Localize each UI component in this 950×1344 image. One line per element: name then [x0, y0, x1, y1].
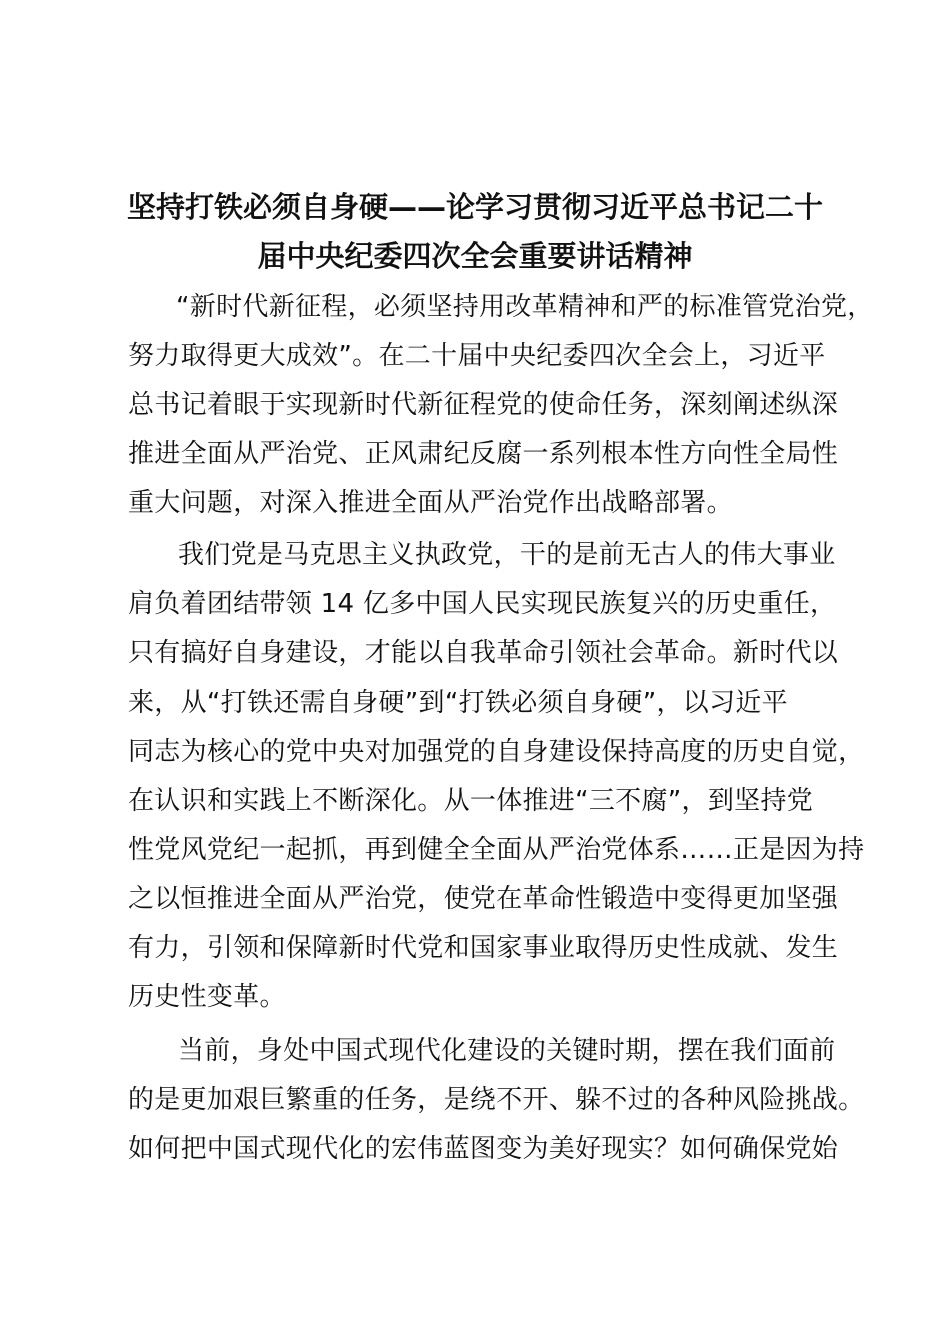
paragraph-1-line-1: “新时代新征程，必须坚持用改革精神和严的标准管党治党， — [176, 292, 874, 322]
paragraph-1-line-4: 推进全面从严治党、正风肃纪反腐一系列根本性方向性全局性 — [128, 439, 839, 469]
paragraph-3-line-1: 当前，身处中国式现代化建设的关键时期，摆在我们面前 — [178, 1036, 836, 1066]
paragraph-1-line-5: 重大问题，对深入推进全面从严治党作出战略部署。 — [128, 488, 733, 518]
paragraph-2-line-3: 只有搞好自身建设，才能以自我革命引领社会革命。新时代以 — [128, 638, 839, 668]
paragraph-2-line-6: 在认识和实践上不断深化。从一体推进“三不腐”，到坚持党 — [128, 786, 814, 816]
paragraph-2-line-2: 肩负着团结带领 14 亿多中国人民实现民族复兴的历史重任， — [128, 589, 837, 619]
paragraph-2-line-1: 我们党是马克思主义执政党，干的是前无古人的伟大事业 — [178, 540, 836, 570]
paragraph-1-line-3: 总书记着眼于实现新时代新征程党的使命任务，深刻阐述纵深 — [128, 390, 839, 420]
paragraph-2-line-5: 同志为核心的党中央对加强党的自身建设保持高度的历史自觉， — [128, 737, 865, 767]
paragraph-3-line-3: 如何把中国式现代化的宏伟蓝图变为美好现实？如何确保党始 — [128, 1134, 839, 1164]
paragraph-2-line-9: 有力，引领和保障新时代党和国家事业取得历史性成就、发生 — [128, 933, 839, 963]
article-title-line-1: 坚持打铁必须自身硬——论学习贯彻习近平总书记二十 — [126, 190, 823, 224]
paragraph-2-line-7: 性党风党纪一起抓，再到健全全面从严治党体系……正是因为持 — [128, 835, 865, 865]
paragraph-2-line-8: 之以恒推进全面从严治党，使党在革命性锻造中变得更加坚强 — [128, 884, 839, 914]
paragraph-2-line-10: 历史性变革。 — [128, 982, 286, 1012]
paragraph-3-line-2: 的是更加艰巨繁重的任务，是绕不开、躲不过的各种风险挑战。 — [128, 1085, 865, 1115]
paragraph-2-line-4: 来，从“打铁还需自身硬”到“打铁必须自身硬”，以习近平 — [128, 688, 788, 718]
article-title-line-2: 届中央纪委四次全会重要讲话精神 — [257, 239, 693, 273]
paragraph-1-line-2: 努力取得更大成效”。在二十届中央纪委四次全会上，习近平 — [128, 341, 826, 371]
